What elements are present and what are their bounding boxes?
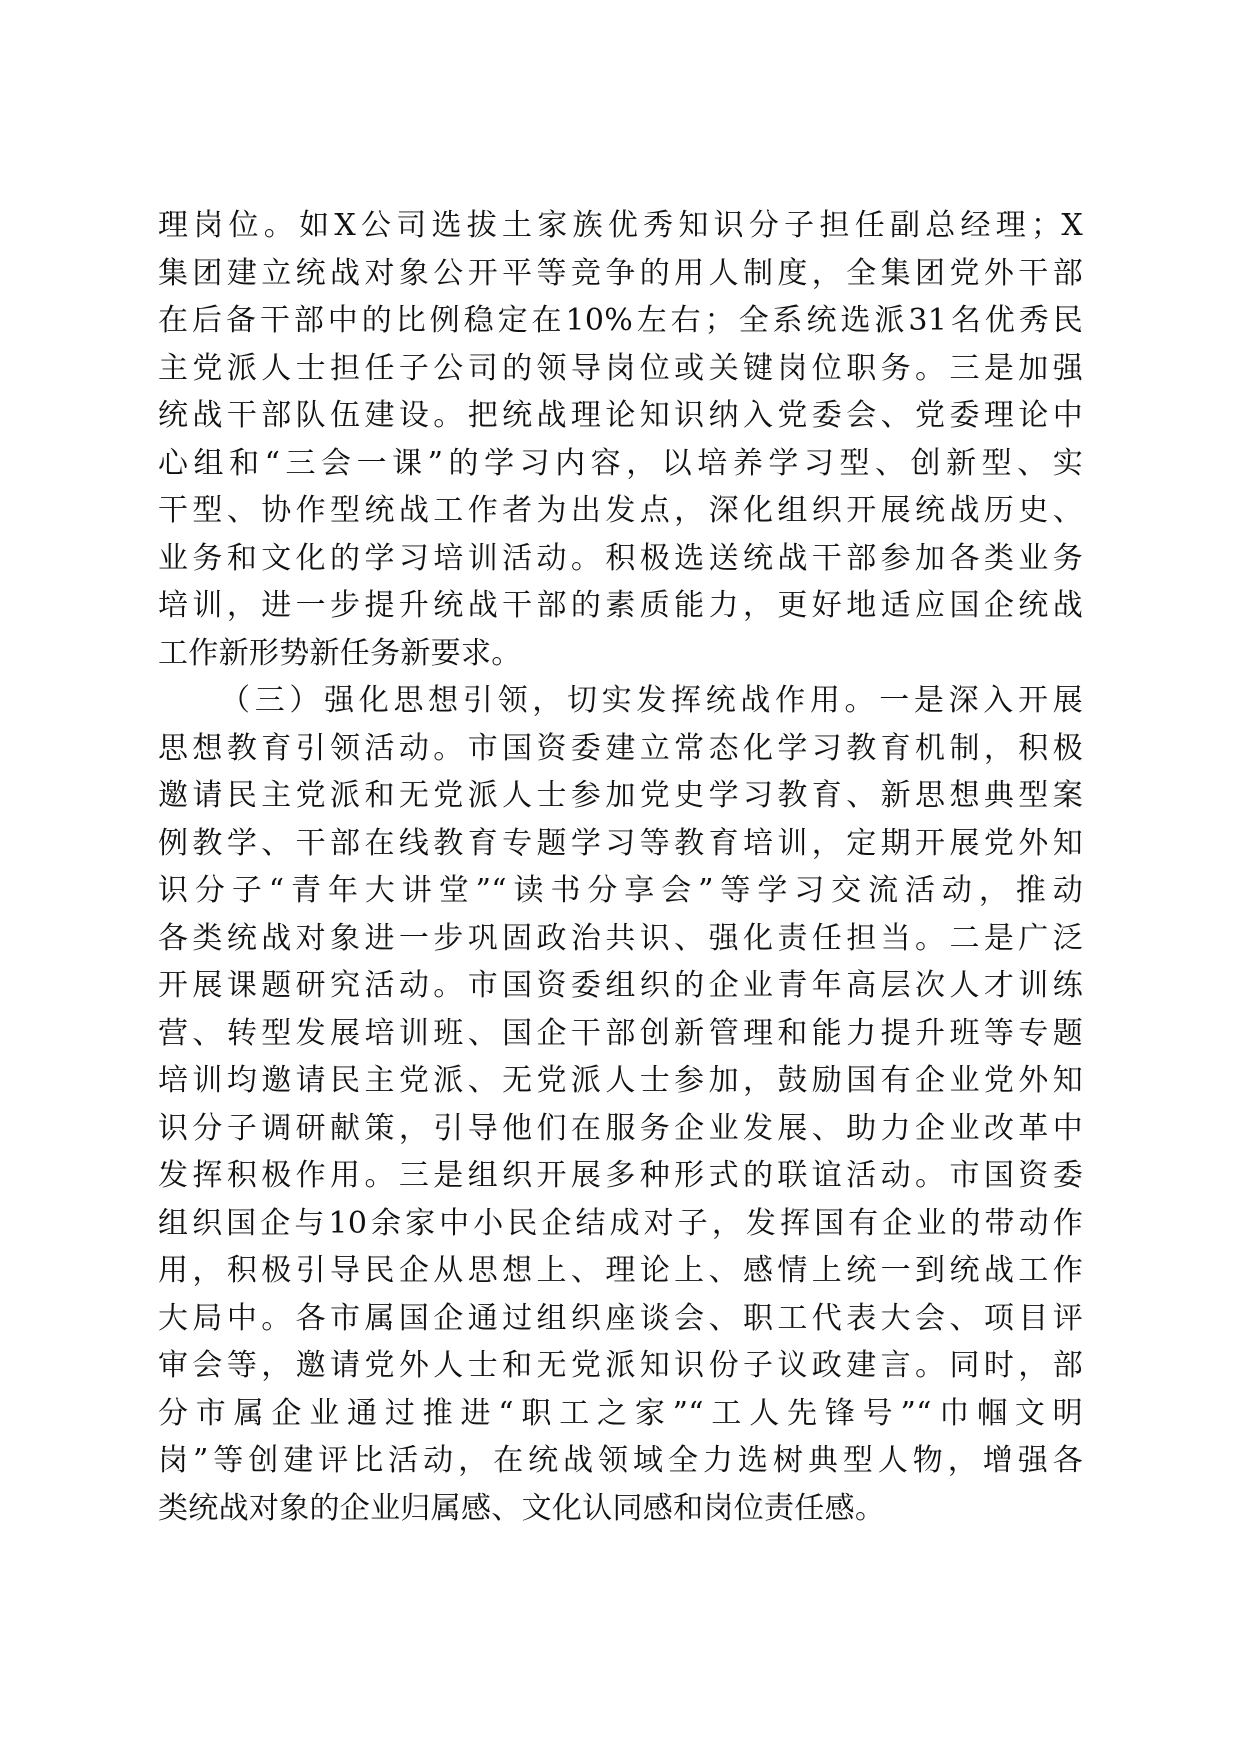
text-line: 主党派人士担任子公司的领导岗位或关键岗位职务。三是加强 [158,350,1083,386]
text-line: 岗”等创建评比活动，在统战领域全力选树典型人物，增强各 [158,1443,1083,1478]
text-line: 思想教育引领活动。市国资委建立常态化学习教育机制，积极 [158,730,1083,766]
text-line: 大局中。各市属国企通过组织座谈会、职工代表大会、项目评 [158,1300,1083,1336]
text-line: 心组和“三会一课”的学习内容，以培养学习型、创新型、实 [158,445,1083,481]
text-line: 培训均邀请民主党派、无党派人士参加，鼓励国有企业党外知 [158,1063,1083,1098]
text-line: 各类统战对象进一步巩固政治共识、强化责任担当。二是广泛 [158,920,1083,956]
text-line: 开展课题研究活动。市国资委组织的企业青年高层次人才训练 [158,968,1083,1003]
text-line: 邀请民主党派和无党派人士参加党史学习教育、新思想典型案 [158,778,1083,813]
text-line: 工作新形势新任务新要求。 [158,635,522,671]
text-line: 识分子“青年大讲堂”“读书分享会”等学习交流活动，推动 [158,873,1083,908]
text-line: 培训，进一步提升统战干部的素质能力，更好地适应国企统战 [158,588,1083,623]
text-line: 识分子调研献策，引导他们在服务企业发展、助力企业改革中 [158,1110,1083,1146]
text-line: 理岗位。如X公司选拔土家族优秀知识分子担任副总经理；X [158,208,1083,243]
text-line: 组织国企与10余家中小民企结成对子，发挥国有企业的带动作 [158,1205,1083,1241]
body-text [158,202,1083,1532]
section-heading-line: （三）强化思想引领，切实发挥统战作用。一是深入开展 [220,683,1083,718]
text-line: 在后备干部中的比例稳定在10%左右；全系统选派31名优秀民 [158,303,1083,338]
text-line: 集团建立统战对象公开平等竞争的用人制度，全集团党外干部 [158,255,1083,291]
text-line: 审会等，邀请党外人士和无党派知识份子议政建言。同时，部 [158,1348,1083,1383]
text-line: 业务和文化的学习培训活动。积极选送统战干部参加各类业务 [158,540,1083,576]
text-line: 例教学、干部在线教育专题学习等教育培训，定期开展党外知 [158,825,1083,861]
text-line: 营、转型发展培训班、国企干部创新管理和能力提升班等专题 [158,1015,1083,1051]
text-line: 统战干部队伍建设。把统战理论知识纳入党委会、党委理论中 [158,398,1083,433]
text-line: 发挥积极作用。三是组织开展多种形式的联谊活动。市国资委 [158,1158,1083,1193]
text-line: 分市属企业通过推进“职工之家”“工人先锋号”“巾帼文明 [158,1395,1083,1431]
text-line: 类统战对象的企业归属感、文化认同感和岗位责任感。 [158,1490,886,1526]
text-line: 干型、协作型统战工作者为出发点，深化组织开展统战历史、 [158,493,1083,528]
text-line: 用，积极引导民企从思想上、理论上、感情上统一到统战工作 [158,1253,1083,1288]
